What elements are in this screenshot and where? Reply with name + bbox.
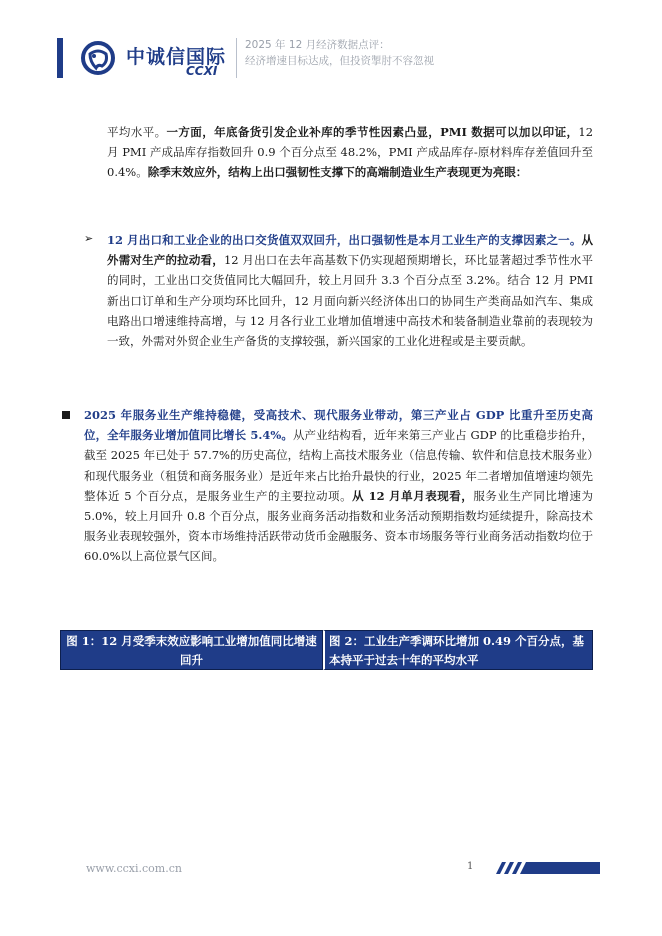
report-title-line2: 经济增速目标达成，但投资掣肘不容忽视	[245, 55, 434, 67]
p2-text: 12 月出口在去年高基数下仍实现超预期增长，环比显著超过季节性水平的同时，工业出口交货值同比大幅回升，较上月回升 3.3 个百分点至 3.2%。结合 12 月 PMI 新出口订单和生产分项均环比回升，12 月面向新兴经济体出口的协同生产类商品如汽车、集成电路出口增速维持高增，与 12 月各行业工业增加值增速中高技术和装备制造业靠前的表现较为一致，外需对外贸企业生产备货的支撑较强，新兴国家的工业化进程或是主要贡献。	[107, 253, 594, 349]
figure-2-caption: 图 2：工业生产季调环比增加 0.49 个百分点，基本持平于过去十年的平均水平	[323, 630, 593, 670]
paragraph-services	[84, 405, 593, 567]
header-accent-bar	[57, 38, 63, 78]
ccxi-logo	[78, 38, 228, 80]
paragraph-export	[107, 230, 593, 351]
page-number: 1	[467, 861, 474, 872]
p3-text-1: 从产业结构看，近年来第三产业占 GDP 的比重稳步抬升，截至 2025 年已处于 57.7%的历史高位，结构上高技术服务业（信息传输、软件和信息技术服务业）和现代服务业（租赁和商务服务业）是近年来占比抬升最快的行业，2025 年二者增加值增速均领先整体近 5 个百分点，是服务业生产的主要拉动项。	[84, 428, 594, 503]
p1-bold-1: 一方面，年底备货引发企业补库的季节性因素凸显，PMI 数据可以加以印证，	[166, 125, 579, 139]
footer-url: www.ccxi.com.cn	[86, 862, 182, 875]
report-title	[245, 37, 434, 69]
header-divider	[236, 38, 237, 78]
p3-headline: 2025 年服务业生产维持稳健，受高技术、现代服务业带动，第三产业占 GDP 比重升至历史高位，全年服务业增加值同比增长 5.4%。	[84, 408, 593, 443]
square-bullet-icon	[62, 411, 70, 419]
p1-text-1: 平均水平。	[107, 125, 167, 139]
footer-stripes-icon	[490, 860, 600, 876]
p3-bold: 从 12 月单月表现看，	[352, 488, 474, 503]
p3-text-2: 服务业生产同比增速为 5.0%，较上月回升 0.8 个百分点，服务业商务活动指数和业务活动预期指数均延续提升，除高技术服务业表现较强外，资本市场维持活跃带动货币金融服务、资本市场服务等行业商务活动指数均位于 60.0%以上高位景气区间。	[84, 488, 593, 564]
logo-chinese-name: 中诚信国际	[126, 46, 227, 68]
figure-caption-row	[60, 630, 593, 670]
p1-text-2: 12 月 PMI 产成品库存指数回升 0.9 个百分点至 48.2%，PMI 产成品库存-原材料库存差值回升至 0.4%。	[107, 125, 594, 180]
paragraph-inventory	[107, 122, 593, 183]
p2-headline: 12 月出口和工业企业的出口交货值双双回升，出口强韧性是本月工业生产的支撑因素之一。	[107, 233, 582, 247]
p2-bold: 从外需对生产的拉动看，	[107, 233, 593, 268]
arrow-bullet-icon: ➢	[84, 232, 94, 245]
figure-1-caption: 图 1：12 月受季末效应影响工业增加值同比增速回升	[60, 630, 323, 670]
report-title-line1: 2025 年 12 月经济数据点评：	[245, 39, 390, 51]
logo-english-name: CCXI	[186, 64, 218, 78]
p1-bold-2: 除季末效应外，结构上出口强韧性支撑下的高端制造业生产表现更为亮眼：	[147, 165, 528, 180]
elephant-logo-icon	[78, 40, 124, 78]
